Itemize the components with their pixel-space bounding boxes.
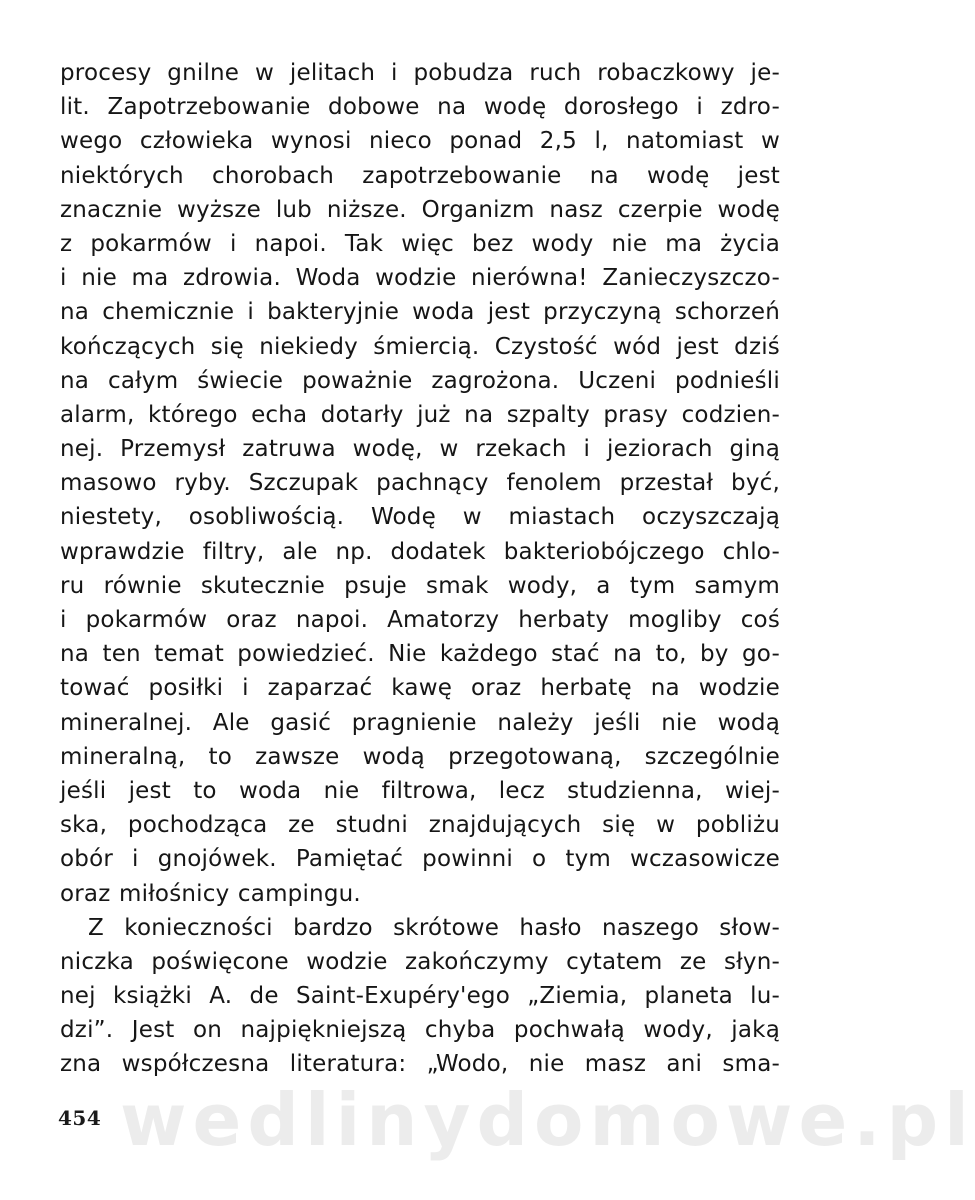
text-line: procesy gnilne w jelitach i pobudza ruch robaczkowy je- [60,60,780,86]
watermark-text: wedlinydomowe.pl [120,1078,975,1162]
text-line: na całym świecie poważnie zagrożona. Uczeni podnieśli [60,367,780,394]
text-line: niektórych chorobach zapotrzebowanie na wodę jest [60,162,780,189]
text-line: obór i gnojówek. Pamiętać powinni o tym wczasowicze [60,846,780,873]
text-line: mineralną, to zawsze wodą przegotowaną, szczególnie [60,743,780,770]
text-line: ska, pochodząca ze studni znajdujących się w pobliżu [60,812,780,839]
body-text [60,56,780,1082]
text-line: jeśli jest to woda nie filtrowa, lecz studzienna, wiej- [60,777,780,804]
text-line: z pokarmów i napoi. Tak więc bez wody nie ma życia [60,230,780,257]
text-line: masowo ryby. Szczupak pachnący fenolem przestał być, [60,470,780,497]
text-line: i pokarmów oraz napoi. Amatorzy herbaty mogliby coś [60,607,780,633]
text-line-paragraph-end: oraz miłośnicy campingu. [60,880,361,907]
page-number: 454 [58,1106,102,1130]
text-line: wego człowieka wynosi nieco ponad 2,5 l, natomiast w [60,128,780,155]
text-line: znacznie wyższe lub niższe. Organizm nasz czerpie wodę [60,196,780,223]
text-line: wprawdzie filtry, ale np. dodatek bakteriobójczego chlo- [60,538,780,565]
text-line: na chemicznie i bakteryjnie woda jest przyczyną schorzeń [60,299,780,326]
text-line: na ten temat powiedzieć. Nie każdego stać na to, by go- [60,641,780,668]
text-line: i nie ma zdrowia. Woda wodzie nierówna! Zanieczyszczo- [60,265,780,292]
text-line: nej książki A. de Saint-Exupéry'ego „Ziemia, planeta lu- [60,983,780,1010]
text-line: lit. Zapotrzebowanie dobowe na wodę dorosłego i zdro- [60,94,780,121]
text-line: niestety, osobliwością. Wodę w miastach oczyszczają [60,504,780,531]
text-line: tować posiłki i zaparzać kawę oraz herbatę na wodzie [60,675,780,702]
text-line: alarm, którego echa dotarły już na szpalty prasy codzien- [60,401,780,428]
text-line: mineralnej. Ale gasić pragnienie należy jeśli nie wodą [60,709,780,736]
text-line: ru równie skutecznie psuje smak wody, a tym samym [60,572,780,599]
text-line: niczka poświęcone wodzie zakończymy cytatem ze słyn- [60,948,780,975]
text-line-paragraph-start: Z konieczności bardzo skrótowe hasło naszego słow- [88,914,780,941]
text-line: zna współczesna literatura: „Wodo, nie masz ani sma- [60,1051,780,1078]
text-line: kończących się niekiedy śmiercią. Czystość wód jest dziś [60,333,780,360]
text-line: dzi”. Jest on najpiękniejszą chyba pochwałą wody, jaką [60,1017,780,1044]
text-line: nej. Przemysł zatruwa wodę, w rzekach i jeziorach giną [60,436,780,463]
